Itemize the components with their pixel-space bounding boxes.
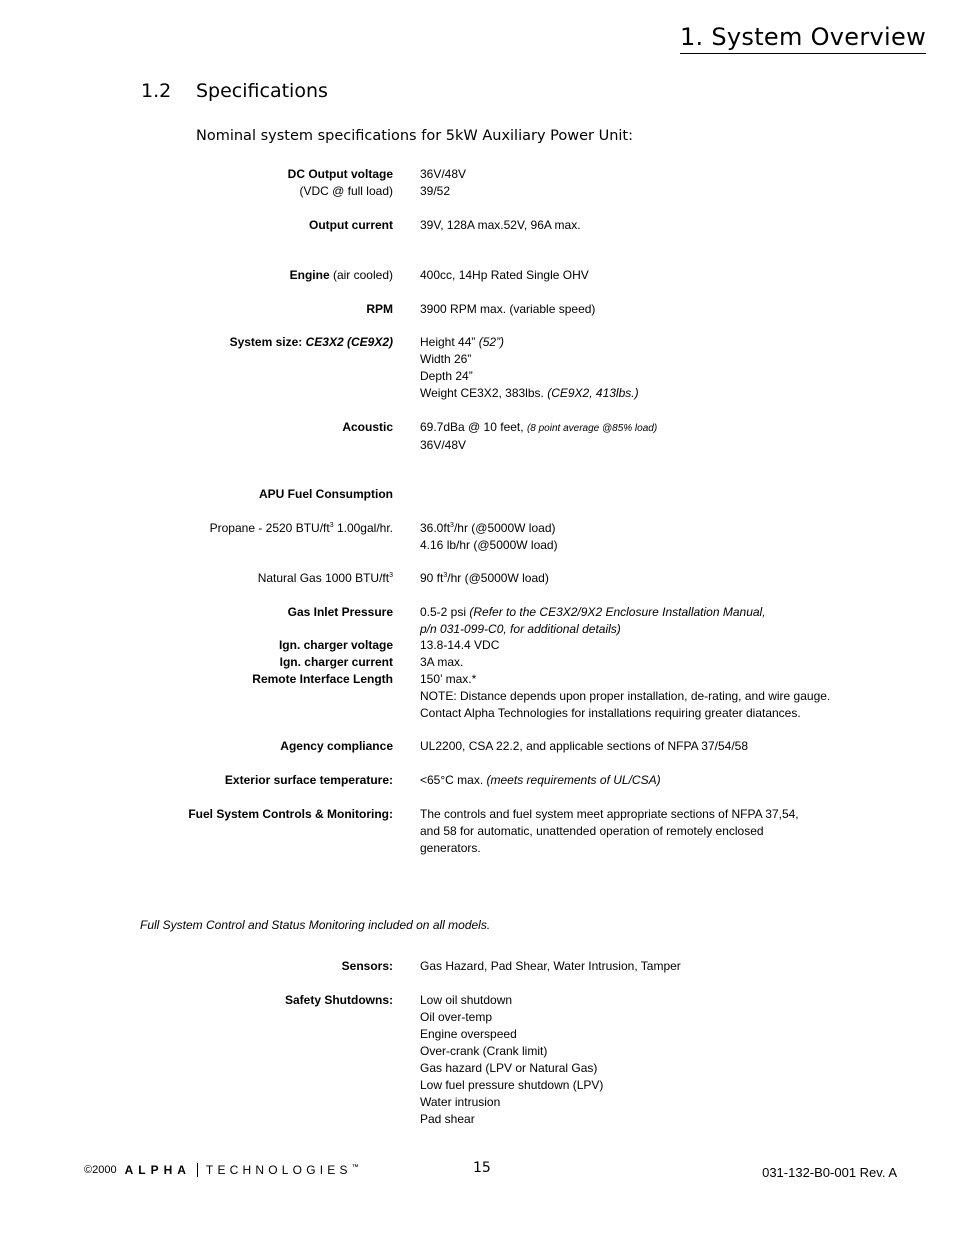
list-item: Water intrusion	[420, 1095, 501, 1109]
system-size-value: Height 44” (52”) Width 26” Depth 24” Weight CE3X2, 383lbs. (CE9X2, 413lbs.)	[420, 335, 639, 400]
brand-technologies: TECHNOLOGIES™	[205, 1163, 363, 1177]
ign-remote-labels: Ign. charger voltage Ign. charger current Remote Interface Length	[252, 638, 393, 686]
dc-output-label: DC Output voltage (VDC @ full load)	[287, 167, 393, 198]
exterior-temp-value: <65°C max. (meets requirements of UL/CSA)	[420, 773, 661, 787]
copyright: ©2000	[84, 1164, 117, 1176]
system-size-label: System size: CE3X2 (CE9X2)	[229, 335, 393, 349]
natural-gas-value: 90 $ft^3/hr$ (@5000W load)	[420, 571, 549, 585]
list-item: Engine overspeed	[420, 1027, 517, 1041]
list-item: Low oil shutdown	[420, 993, 513, 1007]
section-number: 1.2	[141, 80, 172, 102]
rpm-label: RPM	[366, 302, 393, 316]
rpm-value: 3900 RPM max. (variable speed)	[420, 302, 596, 316]
exterior-temp-label: Exterior surface temperature:	[224, 773, 393, 787]
ign-remote-values: 13.8-14.4 VDC 3A max. 150’ max.* NOTE: Distance depends upon proper installation, de-rating, and wire gauge. Contact Alpha Technologies for installations requiring greater diatances.	[420, 638, 831, 720]
output-current-value: 39V, 128A max.52V, 96A max.	[420, 218, 581, 232]
brand-alpha: ALPHA	[125, 1163, 198, 1177]
dc-output-value: 36V/48V 39/52	[420, 167, 467, 198]
page-number: 15	[473, 1160, 491, 1176]
list-item: Over-crank (Crank limit)	[420, 1044, 548, 1058]
list-item: Gas hazard (LPV or Natural Gas)	[420, 1061, 598, 1075]
sensors-value: Gas Hazard, Pad Shear, Water Intrusion, Tamper	[420, 959, 681, 973]
engine-label: Engine (air cooled)	[289, 268, 393, 282]
monitoring-note: Full System Control and Status Monitoring included on all models.	[140, 918, 491, 932]
section-title: Specifications	[196, 80, 328, 102]
agency-value: UL2200, CSA 22.2, and applicable sections of NFPA 37/54/58	[420, 739, 748, 753]
agency-label: Agency compliance	[280, 739, 393, 753]
intro-text: Nominal system specifications for 5kW Auxiliary Power Unit:	[196, 128, 634, 144]
gas-inlet-label: Gas Inlet Pressure	[287, 605, 393, 619]
apu-fuel-label: APU Fuel Consumption	[259, 487, 393, 501]
propane-label: Propane - 2520 BTU/$ft^3$ 1.00gal/hr.	[209, 521, 393, 535]
list-item: Oil over-temp	[420, 1010, 493, 1024]
gas-inlet-value: 0.5-2 psi (Refer to the CE3X2/9X2 Enclosure Installation Manual, p/n 031-099-C0, for additional details)	[420, 605, 766, 636]
list-item: Low fuel pressure shutdown (LPV)	[420, 1078, 604, 1092]
fuel-controls-value: The controls and fuel system meet appropriate sections of NFPA 37,54, and 58 for automatic, unattended operation of remotely enclosed generators.	[420, 807, 799, 855]
acoustic-label: Acoustic	[342, 420, 393, 434]
shutdowns-list	[420, 992, 840, 1128]
engine-value: 400cc, 14Hp Rated Single OHV	[420, 268, 589, 282]
shutdowns-label: Safety Shutdowns:	[284, 993, 393, 1007]
propane-value: $36.0ft^3/hr$ (@5000W load) 4.16 lb/hr (@5000W load)	[420, 521, 558, 552]
sensors-label: Sensors:	[341, 959, 393, 973]
natural-gas-label: Natural Gas 1000 BTU/$ft^3$	[257, 571, 393, 585]
list-item: Pad shear	[420, 1112, 475, 1126]
document-id: 031-132-B0-001 Rev. A	[762, 1165, 897, 1180]
output-current-label: Output current	[309, 218, 393, 232]
footer-brand	[84, 1163, 363, 1177]
acoustic-value: 69.7dBa @ 10 feet, (8 point average @85% load) 36V/48V	[420, 420, 658, 452]
chapter-title: 1. System Overview	[680, 22, 926, 54]
fuel-controls-label: Fuel System Controls & Monitoring:	[188, 807, 393, 821]
